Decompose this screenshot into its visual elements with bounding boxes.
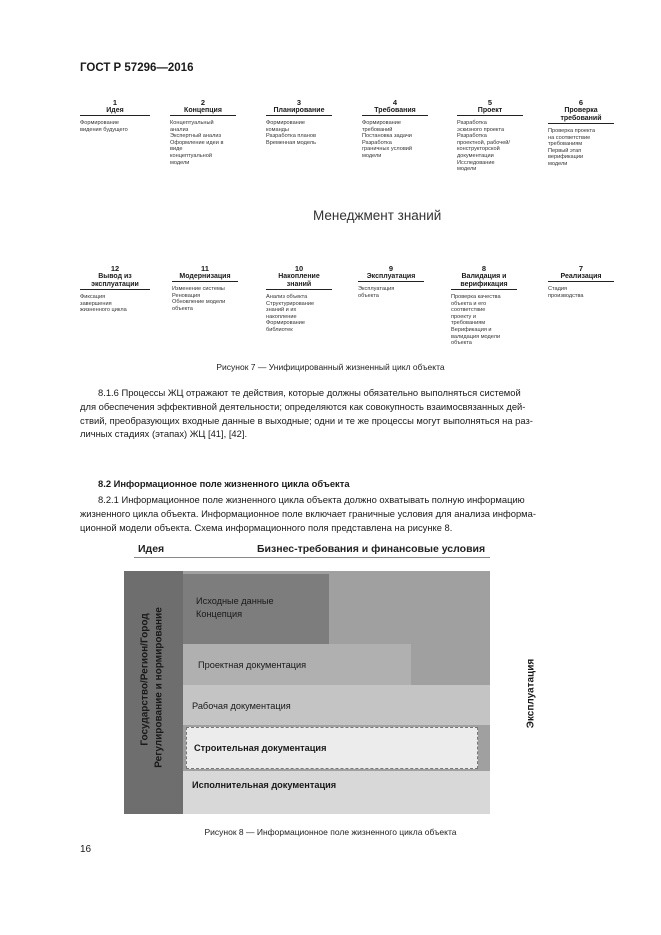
lifecycle-stage-4 bbox=[362, 99, 428, 160]
text-line: ствий, преобразующих входные данные в выходные; одни и те же процессы могут выполняться на раз- bbox=[80, 414, 533, 426]
stage-number: 7 bbox=[578, 264, 584, 273]
stage-number: 8 bbox=[481, 264, 487, 273]
lifecycle-stage-12 bbox=[80, 265, 150, 314]
stage-item: модели bbox=[548, 160, 568, 167]
fig8-layer-label: Рабочая документация bbox=[192, 701, 291, 711]
stage-number: 3 bbox=[296, 98, 302, 107]
stage-item: Фиксация bbox=[80, 294, 106, 300]
stage-title: Реализация bbox=[548, 273, 614, 282]
stage-item: Структурирование bbox=[266, 300, 315, 307]
stage-item: требованиям bbox=[451, 320, 486, 327]
stage-title: Накопление знаний bbox=[266, 273, 332, 290]
stage-item: Временная модель bbox=[266, 139, 316, 146]
paragraph-8-2-1 bbox=[80, 493, 600, 534]
stage-title: Требования bbox=[362, 107, 428, 116]
stage-title: Проверка требований bbox=[548, 107, 614, 124]
fig8-layer-label: Исполнительная документация bbox=[192, 780, 337, 790]
stage-item: объекта bbox=[358, 292, 379, 299]
stage-item: Формирование bbox=[80, 120, 120, 126]
document-header: ГОСТ Р 57296—2016 bbox=[80, 62, 194, 74]
stage-item: модели bbox=[170, 159, 190, 166]
stage-item: виде bbox=[170, 146, 183, 153]
stage-item: Разработка bbox=[457, 133, 487, 140]
stage-item: жизненного цикла bbox=[80, 307, 127, 314]
stage-item: проектной, рабочей/ bbox=[457, 139, 510, 146]
stage-item: Формирование bbox=[266, 320, 306, 327]
stage-item: Формирование bbox=[266, 120, 306, 126]
text-line: личных стадиях (этапах) ЖЦ [41], [42]. bbox=[80, 428, 248, 440]
stage-item: Верификация и bbox=[451, 326, 492, 333]
fig8-vertical-label-operation: Эксплуатация bbox=[525, 658, 537, 729]
stage-item: модели bbox=[457, 166, 477, 173]
stage-item: Разработка bbox=[457, 120, 487, 126]
lifecycle-stage-5 bbox=[457, 99, 523, 173]
stage-item: объекта bbox=[451, 340, 472, 347]
stage-item: Стадия bbox=[548, 286, 568, 292]
stage-item: эскизного проекта bbox=[457, 126, 505, 133]
section-heading: 8.2 Информационное поле жизненного цикла объекта bbox=[98, 478, 350, 489]
page-number: 16 bbox=[80, 844, 92, 855]
stage-item: анализ bbox=[170, 126, 189, 133]
fig8-idea-label: Идея bbox=[138, 543, 165, 555]
stage-item: верификации bbox=[548, 154, 584, 161]
fig8-layer-label: Исходные данные bbox=[196, 596, 274, 606]
stage-item: библиотек bbox=[266, 326, 293, 333]
fig8-top-divider bbox=[134, 557, 490, 558]
lifecycle-stage-1 bbox=[80, 99, 150, 133]
stage-title: Валидация и верификация bbox=[451, 273, 517, 290]
stage-number: 6 bbox=[578, 98, 584, 107]
stage-item: Изменение системы bbox=[172, 286, 225, 292]
stage-item: Оформление идеи в bbox=[170, 139, 224, 146]
stage-item: соответствие bbox=[451, 307, 486, 314]
stage-title: Идея bbox=[80, 107, 150, 116]
text-line: 8.2.1 Информационное поле жизненного цикла объекта должно охватывать полную информацию bbox=[98, 494, 525, 505]
lifecycle-stage-6 bbox=[548, 99, 614, 168]
stage-item: Эксплуатация bbox=[358, 286, 395, 292]
stage-item: валидация модели bbox=[451, 333, 501, 340]
stage-title: Проект bbox=[457, 107, 523, 116]
stage-item: модели bbox=[362, 152, 382, 159]
stage-number: 11 bbox=[201, 264, 209, 273]
stage-item: концептуальной bbox=[170, 152, 212, 159]
text-line: для обеспечения эффективной деятельности; определяются как совокупность взаимосвязанных дей- bbox=[80, 400, 526, 412]
stage-item: проекту и bbox=[451, 313, 476, 320]
lifecycle-stage-7 bbox=[548, 265, 614, 299]
text-line: 8.1.6 Процессы ЖЦ отражают те действия, которые должны обязательно выполняться системой bbox=[98, 387, 521, 398]
lifecycle-stage-2 bbox=[170, 99, 236, 166]
stage-item: Первый этап bbox=[548, 147, 582, 154]
stage-item: на соответствие bbox=[548, 134, 591, 141]
stage-item: видения будущего bbox=[80, 126, 128, 133]
stage-number: 2 bbox=[200, 98, 206, 107]
stage-item: объекта bbox=[172, 305, 193, 312]
figure-7-caption: Рисунок 7 — Унифицированный жизненный цикл объекта bbox=[216, 362, 445, 372]
stage-item: Исследование bbox=[457, 159, 495, 166]
knowledge-management-label: Менеджмент знаний bbox=[313, 208, 442, 223]
paragraph-8-1-6 bbox=[80, 386, 600, 441]
text-line: ционной модели объекта. Схема информационного поля представлена на рисунке 8. bbox=[80, 521, 453, 533]
figure-8-caption: Рисунок 8 — Информационное поле жизненного цикла объекта bbox=[204, 827, 457, 837]
fig8-business-requirements-label: Бизнес-требования и финансовые условия bbox=[257, 543, 486, 555]
stage-item: граничных условий bbox=[362, 146, 413, 153]
fig8-layer-label: Концепция bbox=[196, 609, 243, 619]
stage-item: Проверка качества bbox=[451, 294, 501, 300]
stage-item: документации bbox=[457, 152, 494, 159]
stage-item: накопление bbox=[266, 313, 297, 320]
lifecycle-stage-9 bbox=[358, 265, 424, 299]
fig8-layer-label: Строительная документация bbox=[194, 743, 327, 753]
stage-item: завершения bbox=[80, 300, 112, 307]
stage-item: производства bbox=[548, 292, 584, 299]
stage-item: Анализ объекта bbox=[266, 294, 308, 300]
fig8-executive-docs-area bbox=[183, 771, 490, 814]
stage-item: Экспертный анализ bbox=[170, 133, 222, 140]
stage-item: Постановка задачи bbox=[362, 133, 412, 140]
stage-item: Разработка bbox=[362, 139, 392, 146]
stage-title: Концепция bbox=[170, 107, 236, 116]
stage-item: требованиям bbox=[548, 141, 583, 148]
stage-item: Реновация bbox=[172, 292, 201, 299]
stage-item: Обновление модели bbox=[172, 299, 226, 306]
fig8-layer-label: Проектная документация bbox=[198, 660, 307, 670]
stage-title: Эксплуатация bbox=[358, 273, 424, 282]
stage-title: Модернизация bbox=[172, 273, 238, 282]
lifecycle-stage-8 bbox=[451, 265, 517, 347]
fig8-vertical-label-government: Государство/Регион/Город bbox=[139, 613, 151, 746]
stage-number: 1 bbox=[112, 98, 118, 107]
fig8-vertical-label-regulation: Регулирование и нормирование bbox=[153, 607, 165, 768]
lifecycle-stage-3 bbox=[266, 99, 332, 146]
text-line: жизненного цикла объекта. Информационное поле включает граничные условия для анализа информа- bbox=[80, 507, 536, 519]
stage-number: 10 bbox=[294, 264, 304, 273]
stage-item: конструкторской bbox=[457, 146, 500, 153]
stage-item: Концептуальный bbox=[170, 120, 214, 126]
stage-number: 9 bbox=[388, 264, 394, 273]
stage-item: команды bbox=[266, 126, 289, 133]
stage-number: 12 bbox=[110, 264, 120, 273]
stage-number: 5 bbox=[487, 98, 493, 107]
stage-title: Планирование bbox=[266, 107, 332, 116]
stage-item: Проверка проекта bbox=[548, 128, 596, 134]
stage-item: требований bbox=[362, 126, 393, 133]
stage-title: Вывод из эксплуатации bbox=[80, 273, 150, 290]
lifecycle-stage-11 bbox=[172, 265, 238, 312]
stage-item: знаний и их bbox=[266, 307, 297, 314]
lifecycle-stage-10 bbox=[266, 265, 332, 334]
stage-item: Разработка планов bbox=[266, 133, 316, 140]
stage-item: Формирование bbox=[362, 120, 402, 126]
stage-item: объекта и его bbox=[451, 300, 487, 307]
stage-number: 4 bbox=[392, 98, 398, 107]
